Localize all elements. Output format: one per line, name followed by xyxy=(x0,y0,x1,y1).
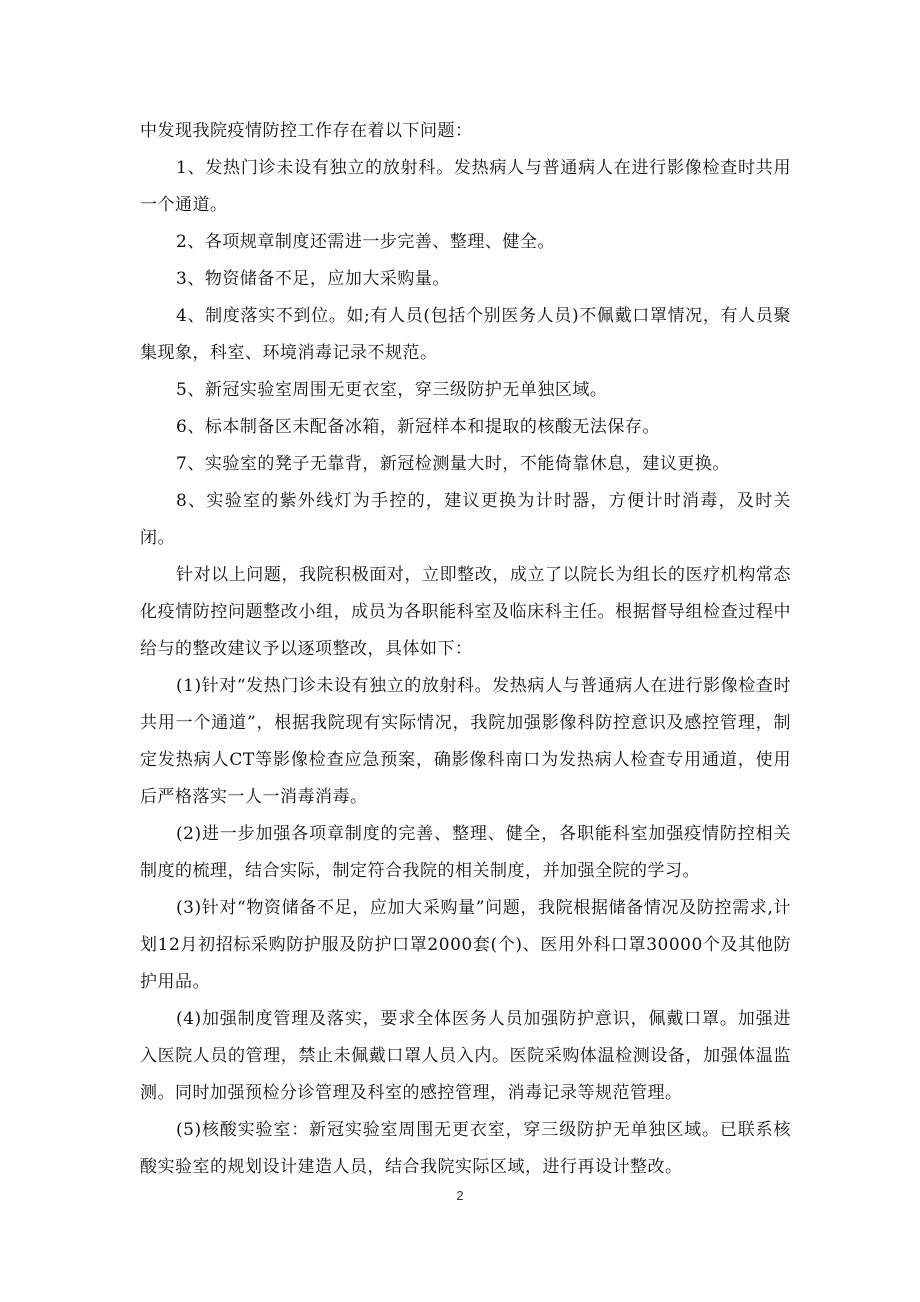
paragraph-fix-3: (3)针对“物资储备不足，应加大采购量”问题，我院根据储备情况及防控需求,计划12月初招标采购防护服及防护口罩2000套(个)、医用外科口罩30000个及其他防护用品。 xyxy=(140,898,791,992)
paragraph-response-summary: 针对以上问题，我院积极面对，立即整改，成立了以院长为组长的医疗机构常态化疫情防控问题整改小组，成员为各职能科室及临床科主任。根据督导组检查过程中给与的整改建议予以逐项整改，具体如下： xyxy=(140,565,791,659)
document-body xyxy=(140,113,791,1186)
paragraph-issue-8: 8、实验室的紫外线灯为手控的，建议更换为计时器，方便计时消毒，及时关闭。 xyxy=(140,491,791,548)
paragraph-fix-1: (1)针对“发热门诊未设有独立的放射科。发热病人与普通病人在进行影像检查时共用一个通道”，根据我院现有实际情况，我院加强影像科防控意识及感控管理，制定发热病人CT等影像检查应急预案，确影像科南口为发热病人检查专用通道，使用后严格落实一人一消毒消毒。 xyxy=(140,676,791,807)
paragraph-issue-5: 5、新冠实验室周围无更衣室，穿三级防护无单独区域。 xyxy=(176,380,608,400)
paragraph-issue-4: 4、制度落实不到位。如;有人员(包括个别医务人员)不佩戴口罩情况，有人员聚集现象，科室、环境消毒记录不规范。 xyxy=(140,306,791,363)
paragraph-issue-3: 3、物资储备不足，应加大采购量。 xyxy=(176,269,450,289)
paragraph-issue-7: 7、实验室的凳子无靠背，新冠检测量大时，不能倚靠休息，建议更换。 xyxy=(176,454,730,474)
paragraph-issue-1: 1、发热门诊未设有独立的放射科。发热病人与普通病人在进行影像检查时共用一个通道。 xyxy=(140,158,791,215)
paragraph-fix-2: (2)进一步加强各项章制度的完善、整理、健全，各职能科室加强疫情防控相关制度的梳理，结合实际，制定符合我院的相关制度，并加强全院的学习。 xyxy=(140,824,791,881)
paragraph-intro: 中发现我院疫情防控工作存在着以下问题： xyxy=(140,121,473,141)
page-number: 2 xyxy=(456,1188,464,1203)
paragraph-issue-2: 2、各项规章制度还需进一步完善、整理、健全。 xyxy=(176,232,555,252)
paragraph-fix-5: (5)核酸实验室：新冠实验室周围无更衣室，穿三级防护无单独区域。已联系核酸实验室的规划设计建造人员，结合我院实际区域，进行再设计整改。 xyxy=(140,1120,791,1177)
paragraph-fix-4: (4)加强制度管理及落实，要求全体医务人员加强防护意识，佩戴口罩。加强进入医院人员的管理，禁止未佩戴口罩人员入内。医院采购体温检测设备，加强体温监测。同时加强预检分诊管理及科室的感控管理，消毒记录等规范管理。 xyxy=(140,1009,791,1103)
paragraph-issue-6: 6、标本制备区未配备冰箱，新冠样本和提取的核酸无法保存。 xyxy=(176,417,660,437)
